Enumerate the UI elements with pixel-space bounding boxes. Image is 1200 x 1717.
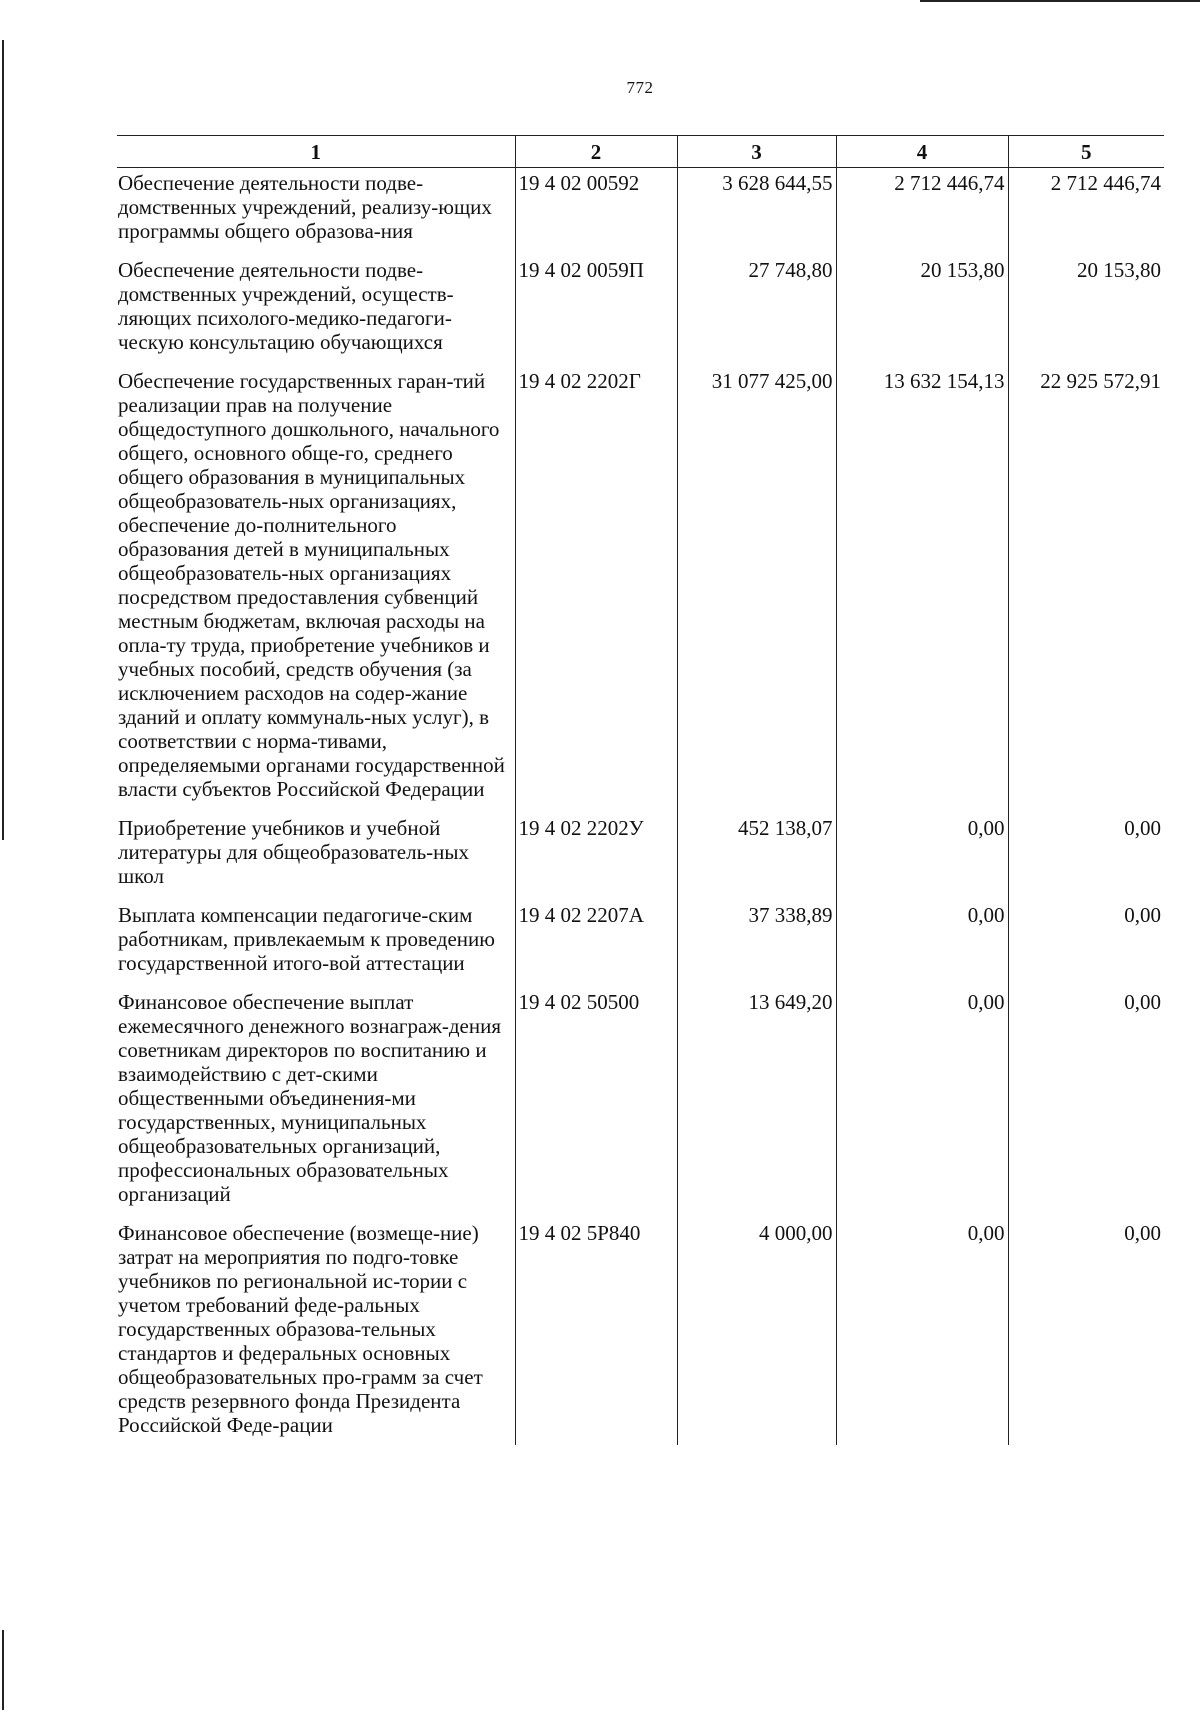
row-code: 19 4 02 50500 — [515, 987, 677, 1218]
row-amount-col5: 0,00 — [1008, 987, 1164, 1218]
row-code: 19 4 02 2202У — [515, 813, 677, 900]
row-amount-col5: 22 925 572,91 — [1008, 366, 1164, 813]
row-description: Приобретение учебников и учебной литературы для общеобразователь-ных школ — [118, 816, 469, 888]
budget-table — [117, 135, 1164, 1445]
row-amount-col4: 0,00 — [836, 1218, 1008, 1445]
row-code: 19 4 02 2202Г — [515, 366, 677, 813]
column-header-3: 3 — [677, 136, 836, 168]
row-description: Выплата компенсации педагогиче-ским работникам, привлекаемым к проведению государственной итого-вой аттестации — [118, 903, 495, 975]
scan-edge-line-top — [920, 0, 1200, 2]
column-header-2: 2 — [515, 136, 677, 168]
row-amount-col3: 13 649,20 — [677, 987, 836, 1218]
row-amount-col3: 37 338,89 — [677, 900, 836, 987]
column-header-4: 4 — [836, 136, 1008, 168]
row-amount-col3: 27 748,80 — [677, 255, 836, 366]
row-amount-col4: 0,00 — [836, 987, 1008, 1218]
row-amount-col4: 2 712 446,74 — [836, 168, 1008, 256]
row-amount-col3: 3 628 644,55 — [677, 168, 836, 256]
row-description: Обеспечение деятельности подве-домственных учреждений, осуществ-ляющих психолого-медико-педагоги-ческую консультацию обучающихся — [118, 258, 454, 354]
row-amount-col5: 0,00 — [1008, 1218, 1164, 1445]
row-amount-col3: 31 077 425,00 — [677, 366, 836, 813]
row-amount-col4: 0,00 — [836, 900, 1008, 987]
row-code: 19 4 02 2207А — [515, 900, 677, 987]
row-amount-col4: 13 632 154,13 — [836, 366, 1008, 813]
row-amount-col5: 2 712 446,74 — [1008, 168, 1164, 256]
row-description: Обеспечение деятельности подве-домственных учреждений, реализу-ющих программы общего образова-ния — [118, 171, 492, 243]
table-row — [117, 168, 1164, 256]
table-row — [117, 366, 1164, 813]
table-row — [117, 255, 1164, 366]
column-header-1: 1 — [117, 136, 515, 168]
row-amount-col4: 20 153,80 — [836, 255, 1008, 366]
row-amount-col5: 20 153,80 — [1008, 255, 1164, 366]
table-row — [117, 900, 1164, 987]
row-code: 19 4 02 0059П — [515, 255, 677, 366]
row-description: Обеспечение государственных гаран-тий реализации прав на получение общедоступного дошкольного, начального общего, основного обще-го, среднего общего образования в муниципальных общеобразователь-ных организациях, обеспечение до-полнительного образования детей в муниципальных общеобразователь-ных организациях посредством предоставления субвенций местным бюджетам, включая расходы на опла-ту труда, приобретение учебников и учебных пособий, средств обучения (за исключением расходов на содер-жание зданий и оплату коммуналь-ных услуг), в соответствии с норма-тивами, определяемыми органами государственной власти субъектов Российской Федерации — [118, 369, 505, 801]
page-number: 772 — [626, 78, 654, 97]
row-description: Финансовое обеспечение выплат ежемесячного денежного вознаграж-дения советникам директоров по воспитанию и взаимодействию с дет-скими общественными объединения-ми государственных, муниципальных общеобразовательных организаций, профессиональных образовательных организаций — [118, 990, 501, 1206]
row-amount-col4: 0,00 — [836, 813, 1008, 900]
row-amount-col5: 0,00 — [1008, 900, 1164, 987]
row-amount-col5: 0,00 — [1008, 813, 1164, 900]
row-code: 19 4 02 00592 — [515, 168, 677, 256]
table-row — [117, 813, 1164, 900]
column-header-5: 5 — [1008, 136, 1164, 168]
scan-edge-line-left-bottom — [2, 1630, 4, 1710]
table-row — [117, 1218, 1164, 1445]
table-row — [117, 987, 1164, 1218]
scan-edge-line-left — [2, 40, 4, 840]
row-amount-col3: 452 138,07 — [677, 813, 836, 900]
row-description: Финансовое обеспечение (возмеще-ние) затрат на мероприятия по подго-товке учебников по региональной ис-тории с учетом требований феде-ральных государственных образова-тельных стандартов и федеральных основных общеобразовательных про-грамм за счет средств резервного фонда Президента Российской Феде-рации — [118, 1221, 483, 1437]
row-code: 19 4 02 5Р840 — [515, 1218, 677, 1445]
table-header-row — [117, 136, 1164, 168]
row-amount-col3: 4 000,00 — [677, 1218, 836, 1445]
